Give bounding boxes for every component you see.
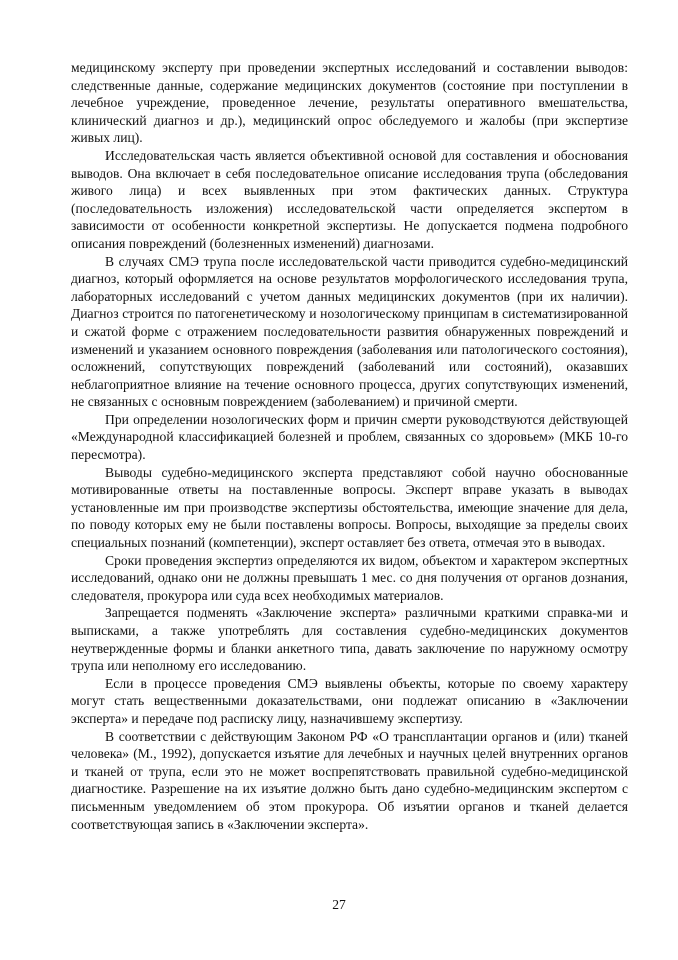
paragraph-8: Если в процессе проведения СМЭ выявлены объекты, которые по своему характеру могут стать вещественными доказательствами, они подлежат описанию в «Заключении эксперта» и передаче под расписку лицу, назначившему экспертизу. xyxy=(71,675,628,726)
page-number: 27 xyxy=(332,897,346,912)
paragraph-3: В случаях СМЭ трупа после исследовательской части приводится судебно-медицинский диагноз, который оформляется на основе результатов морфологического исследования трупа, лабораторных исследований с учетом данных медицинских документов (при их наличии). Диагноз строится по патогенетическому и нозологическому принципам в систематизированной и сжатой форме с отражением последовательности развития обнаруженных повреждений и изменений и указанием основного повреждения (заболевания или патологического состояния), осложнений, сопутствующих повреждений (заболеваний или состояний), оказавших неблагоприятное влияние на течение основного процесса, других сопутствующих изменений, не связанных с основным повреждением (заболеванием) и причиной смерти. xyxy=(71,253,628,410)
paragraph-5: Выводы судебно-медицинского эксперта представляют собой научно обоснованные мотивированные ответы на поставленные вопросы. Эксперт вправе указать в выводах установленные им при производстве экспертизы обстоятельства, имеющие значение для дела, по поводу которых ему не были поставлены вопросы. Вопросы, выходящие за пределы своих специальных познаний (компетенции), эксперт оставляет без ответа, отмечая это в выводах. xyxy=(71,464,628,551)
paragraph-7: Запрещается подменять «Заключение эксперта» различными краткими справка-ми и выписками, а также употреблять для составления судебно-медицинских документов неутвержденные формы и бланки анкетного типа, давать заключение по наружному осмотру трупа или неполному его исследованию. xyxy=(71,605,628,674)
paragraph-4: При определении нозологических форм и причин смерти руководствуются действующей «Международной классификацией болезней и проблем, связанных со здоровьем» (МКБ 10-го пересмотра). xyxy=(71,411,628,463)
paragraph-2: Исследовательская часть является объективной основой для составления и обоснования выводов. Она включает в себя последовательное описание исследования трупа (обследования живого лица) и всех выявленных при этом фактических данных. Структура (последовательность изложения) исследовательской части определяется экспертом в зависимости от особенности конкретной экспертизы. Не допускается подмена подробного описания повреждений (болезненных изменений) диагнозами. xyxy=(71,147,628,251)
paragraph-6: Сроки проведения экспертиз определяются их видом, объектом и характером экспертных исследований, однако они не должны превышать 1 мес. со дня получения от органов дознания, следователя, прокурора или суда всех необходимых материалов. xyxy=(71,552,628,603)
document-body xyxy=(71,59,628,833)
paragraph-1: медицинскому эксперту при проведении экспертных исследований и составлении выводов: следственные данные, содержание медицинских документов (состояние при поступлении в лечебное учреждение, проведенное лечение, результаты оперативного вмешательства, клинический диагноз и др.), медицинский опрос обследуемого и жалобы (при экспертизе живых лиц). xyxy=(71,60,628,146)
paragraph-9: В соответствии с действующим Законом РФ «О трансплантации органов и (или) тканей человека» (М., 1992), допускается изъятие для лечебных и научных целей внутренних органов и тканей от трупа, если это не может воспрепятствовать правильной судебно-медицинской диагностике. Разрешение на их изъятие должно быть дано судебно-медицинским экспертом с письменным уведомлением об этом прокурора. Об изъятии органов и тканей делается соответствующая запись в «Заключении эксперта». xyxy=(71,728,628,832)
